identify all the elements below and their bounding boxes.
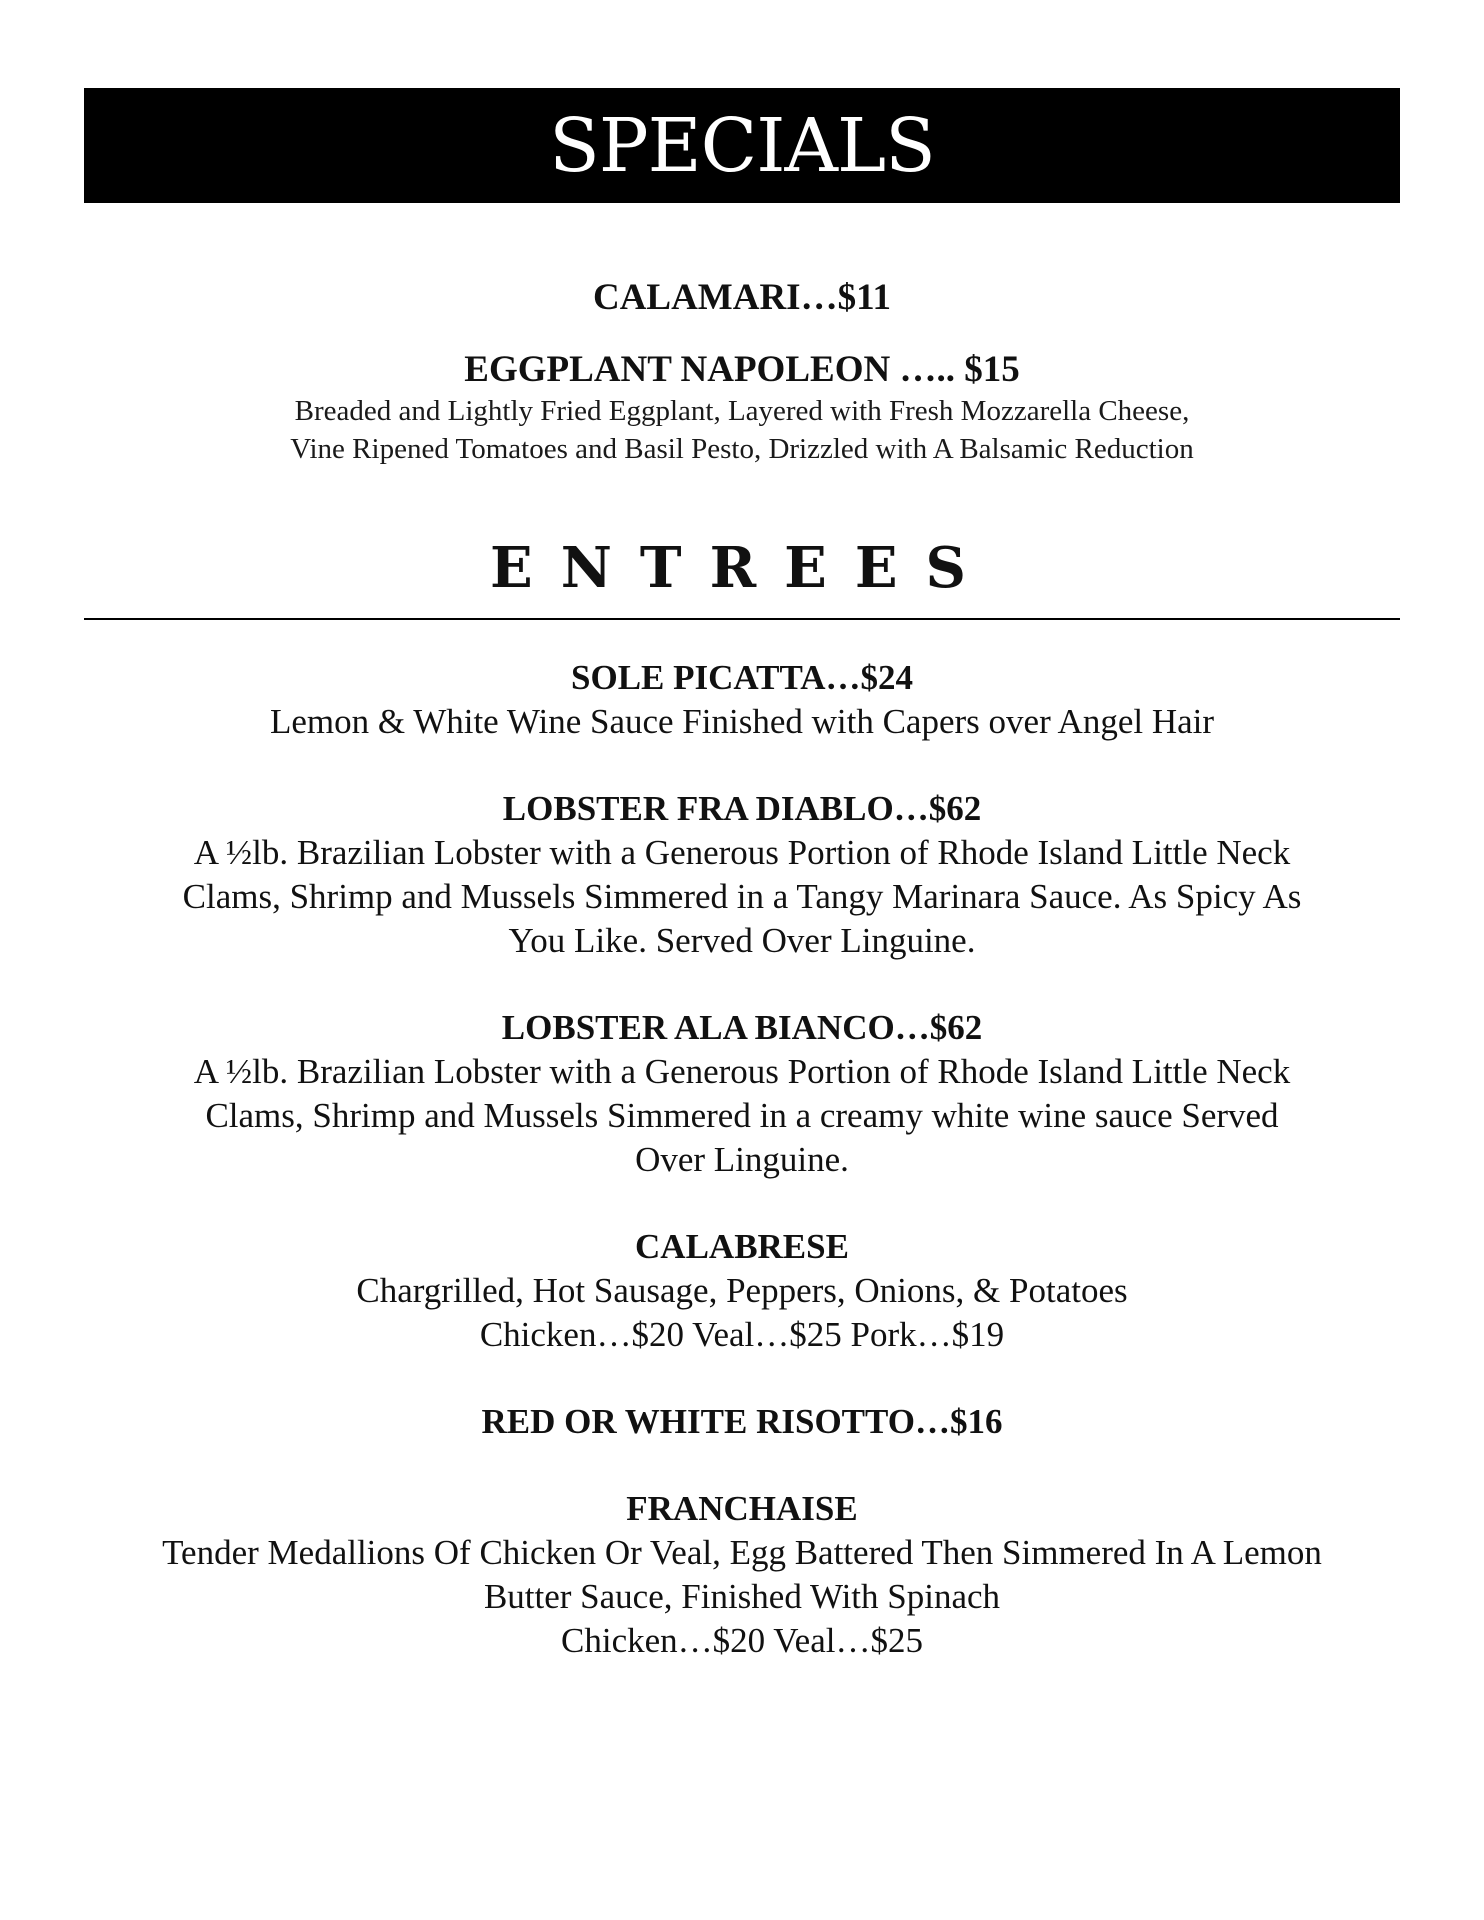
special-name: EGGPLANT NAPOLEON ….. $15: [464, 349, 1020, 390]
entree-item: [84, 1400, 1400, 1444]
entree-item: [84, 656, 1400, 744]
entree-prices: Chicken…$20 Veal…$25 Pork…$19: [479, 1315, 1005, 1354]
entree-name: SOLE PICATTA…$24: [571, 658, 913, 697]
entree-description: Over Linguine.: [635, 1140, 849, 1179]
entree-name: CALABRESE: [635, 1227, 849, 1266]
special-item: [84, 348, 1400, 468]
special-item: [84, 276, 1400, 320]
entree-name: FRANCHAISE: [626, 1489, 858, 1528]
specials-banner: [84, 88, 1400, 203]
entree-description: A ½lb. Brazilian Lobster with a Generous Portion of Rhode Island Little Neck: [193, 833, 1291, 872]
special-description: Breaded and Lightly Fried Eggplant, Layered with Fresh Mozzarella Cheese,: [294, 395, 1190, 427]
entrees-list: [84, 656, 1400, 1706]
entree-description: Clams, Shrimp and Mussels Simmered in a Tangy Marinara Sauce. As Spicy As: [182, 877, 1302, 916]
entree-description: Lemon & White Wine Sauce Finished with Capers over Angel Hair: [269, 702, 1215, 741]
entree-description: Tender Medallions Of Chicken Or Veal, Egg Battered Then Simmered In A Lemon: [162, 1533, 1322, 1572]
entree-item: [84, 1006, 1400, 1182]
entree-prices: Chicken…$20 Veal…$25: [561, 1621, 923, 1660]
specials-title: SPECIALS: [549, 102, 935, 189]
section-divider: [84, 618, 1400, 620]
entree-description: Chargrilled, Hot Sausage, Peppers, Onions, & Potatoes: [356, 1271, 1128, 1310]
entree-description: You Like. Served Over Linguine.: [508, 921, 976, 960]
special-name: CALAMARI…$11: [592, 277, 892, 318]
entree-item: [84, 787, 1400, 963]
entree-name: LOBSTER ALA BIANCO…$62: [501, 1008, 983, 1047]
specials-list: [84, 276, 1400, 496]
entree-description: A ½lb. Brazilian Lobster with a Generous Portion of Rhode Island Little Neck: [193, 1052, 1291, 1091]
entree-description: Clams, Shrimp and Mussels Simmered in a creamy white wine sauce Served: [205, 1096, 1279, 1135]
entree-description: Butter Sauce, Finished With Spinach: [483, 1577, 1001, 1616]
entree-item: [84, 1225, 1400, 1357]
entree-name: LOBSTER FRA DIABLO…$62: [502, 789, 982, 828]
entree-name: RED OR WHITE RISOTTO…$16: [481, 1402, 1003, 1441]
entree-item: [84, 1487, 1400, 1663]
entrees-heading: ENTREES: [490, 535, 994, 601]
special-description: Vine Ripened Tomatoes and Basil Pesto, Drizzled with A Balsamic Reduction: [290, 433, 1194, 465]
